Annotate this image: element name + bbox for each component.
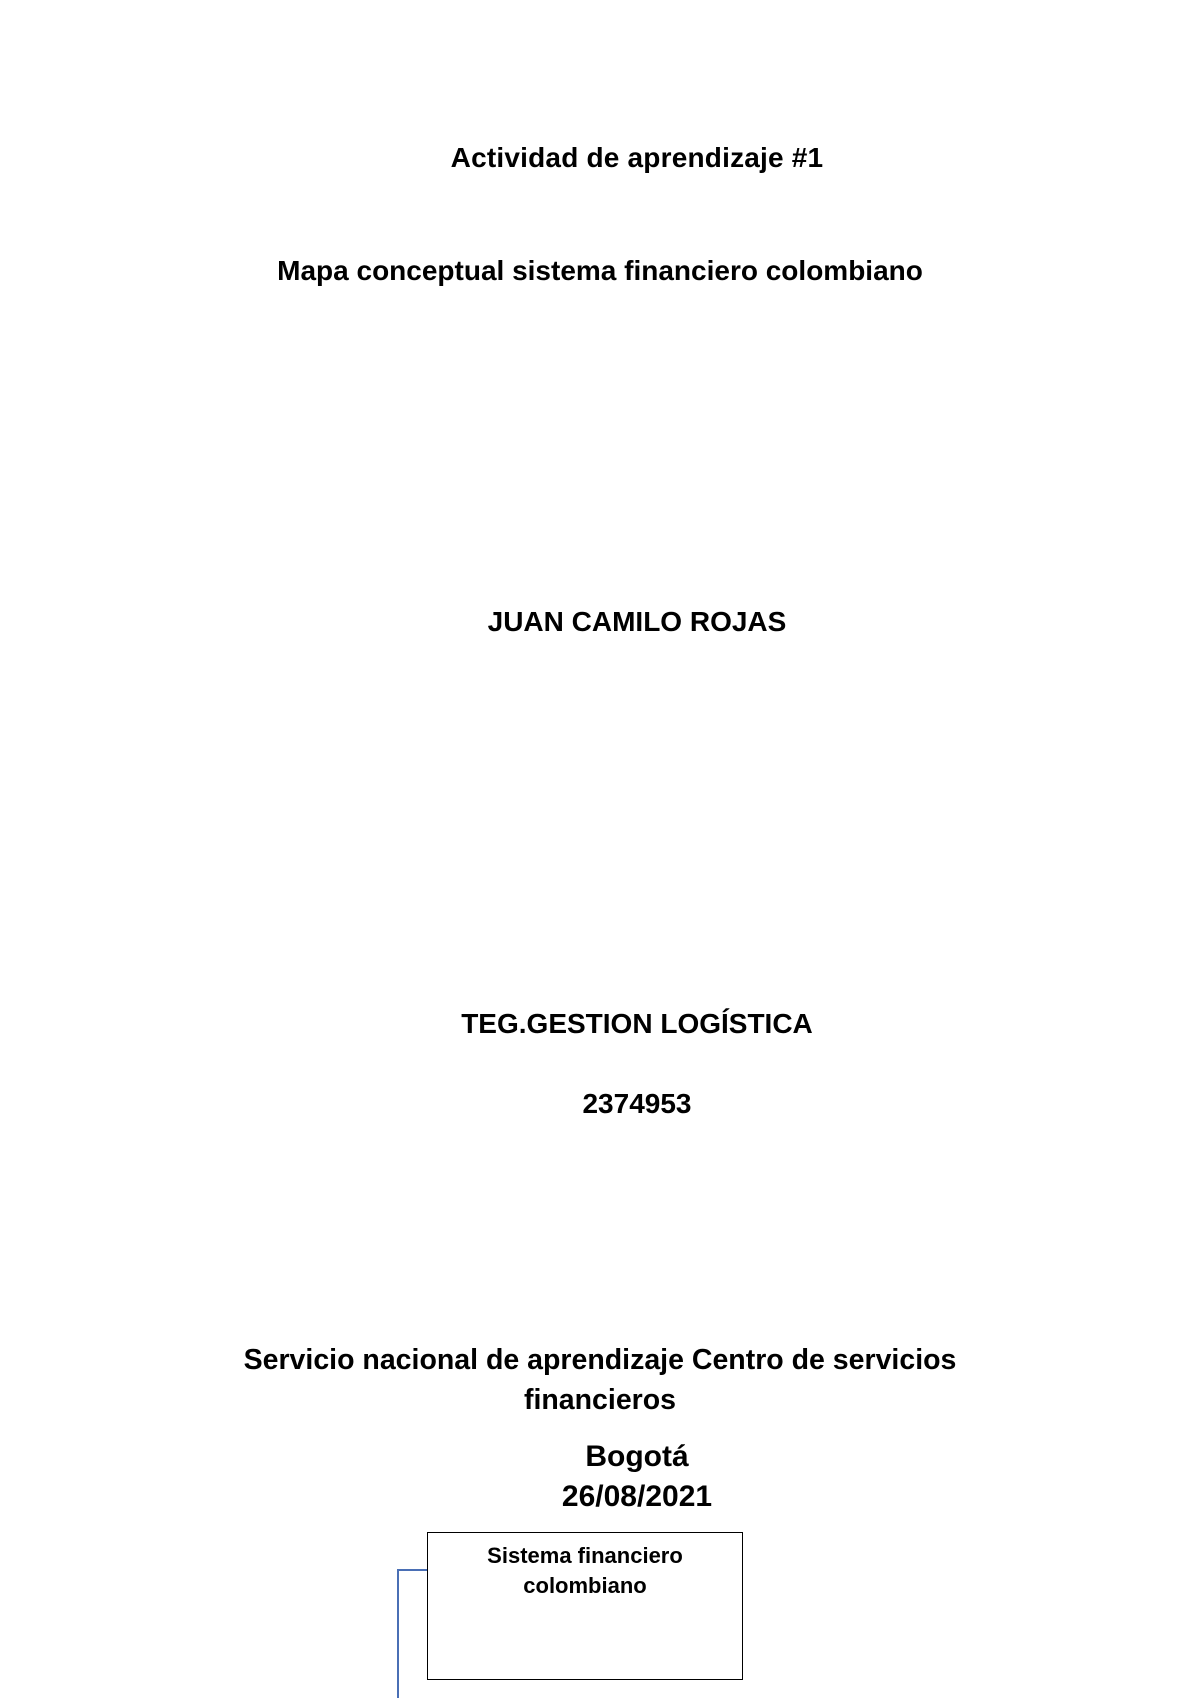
concept-connector-horizontal [398,1569,428,1571]
date: 26/08/2021 [561,1480,713,1513]
city: Bogotá [585,1440,689,1473]
activity-title: Actividad de aprendizaje #1 [450,142,824,173]
program-code: 2374953 [582,1088,692,1119]
institution-name: Servicio nacional de aprendizaje Centro de servicios financieros [243,1344,957,1416]
program-name: TEG.GESTION LOGÍSTICA [461,1008,813,1039]
document-subtitle: Mapa conceptual sistema financiero colombiano [277,255,923,286]
concept-map-root-node [427,1532,743,1680]
concept-map-root-label: Sistema financiero colombiano [487,1543,683,1598]
concept-connector-vertical [397,1569,399,1698]
author-name: JUAN CAMILO ROJAS [487,606,787,637]
